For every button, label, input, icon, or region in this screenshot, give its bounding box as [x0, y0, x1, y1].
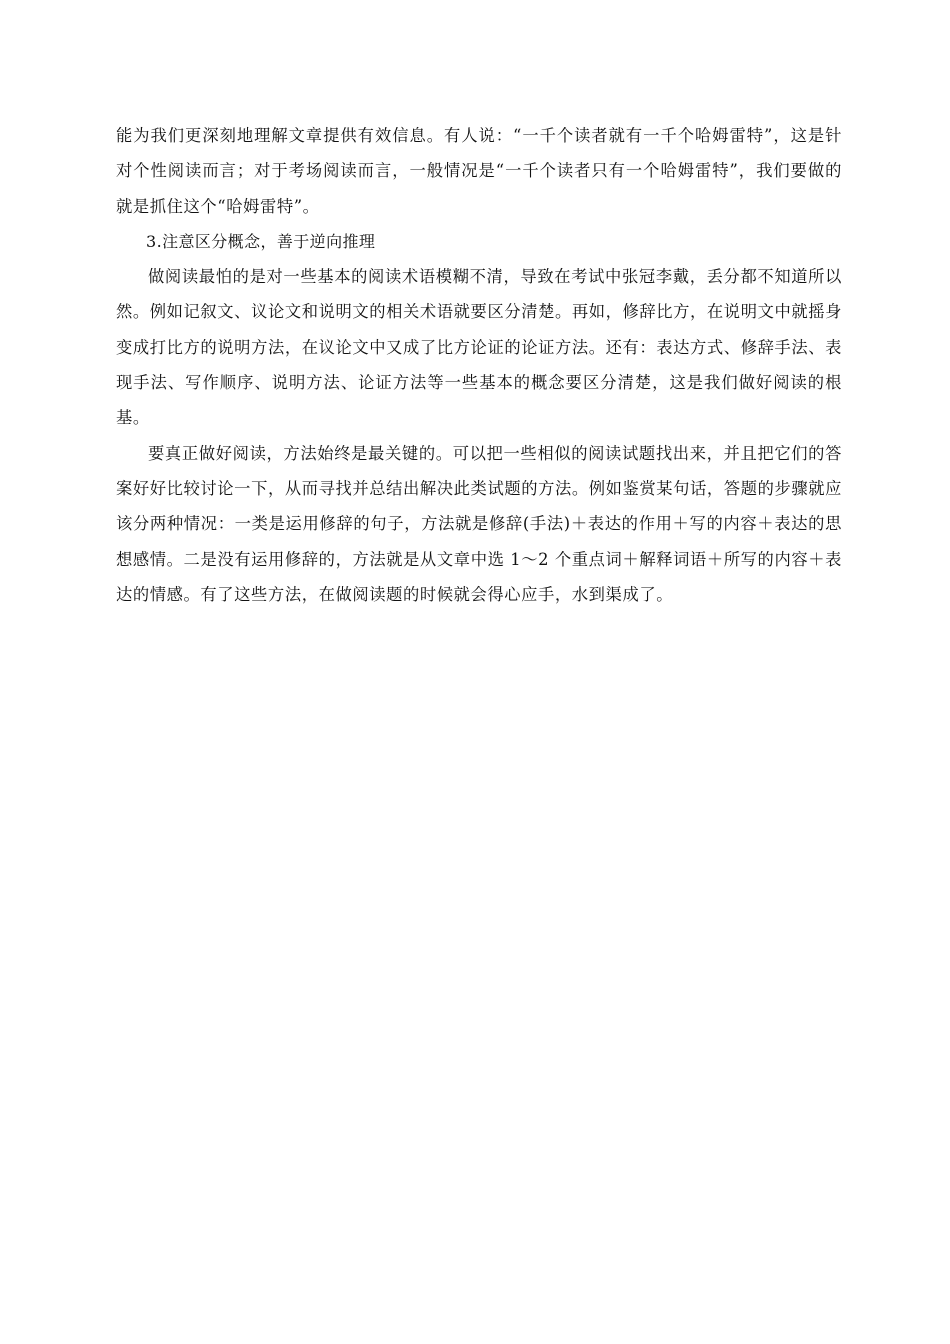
section-heading: 3.注意区分概念，善于逆向推理	[146, 231, 376, 251]
paragraph-terms: 做阅读最怕的是对一些基本的阅读术语模糊不清，导致在考试中张冠李戴，丢分都不知道所以然。例如记叙文、议论文和说明文的相关术语就要区分清楚。再如，修辞比方，在说明文中就摇身变成打比方的说明方法，在议论文中又成了比方论证的论证方法。还有：表达方式、修辞手法、表现手法、写作顺序、说明方法、论证方法等一些基本的概念要区分清楚，这是我们做好阅读的根基。	[116, 267, 842, 428]
article-body	[116, 118, 842, 612]
paragraph-methods: 要真正做好阅读，方法始终是最关键的。可以把一些相似的阅读试题找出来，并且把它们的答案好好比较讨论一下，从而寻找并总结出解决此类试题的方法。例如鉴赏某句话，答题的步骤就应该分两种情况：一类是运用修辞的句子，方法就是修辞(手法)＋表达的作用＋写的内容＋表达的思想感情。二是没有运用修辞的，方法就是从文章中选 1～2 个重点词＋解释词语＋所写的内容＋表达的情感。有了这些方法，在做阅读题的时候就会得心应手，水到渠成了。	[116, 443, 842, 604]
paragraph-continuation: 能为我们更深刻地理解文章提供有效信息。有人说：“一千个读者就有一千个哈姆雷特”，这是针对个性阅读而言；对于考场阅读而言，一般情况是“一千个读者只有一个哈姆雷特”，我们要做的就是抓住这个“哈姆雷特”。	[116, 126, 842, 216]
